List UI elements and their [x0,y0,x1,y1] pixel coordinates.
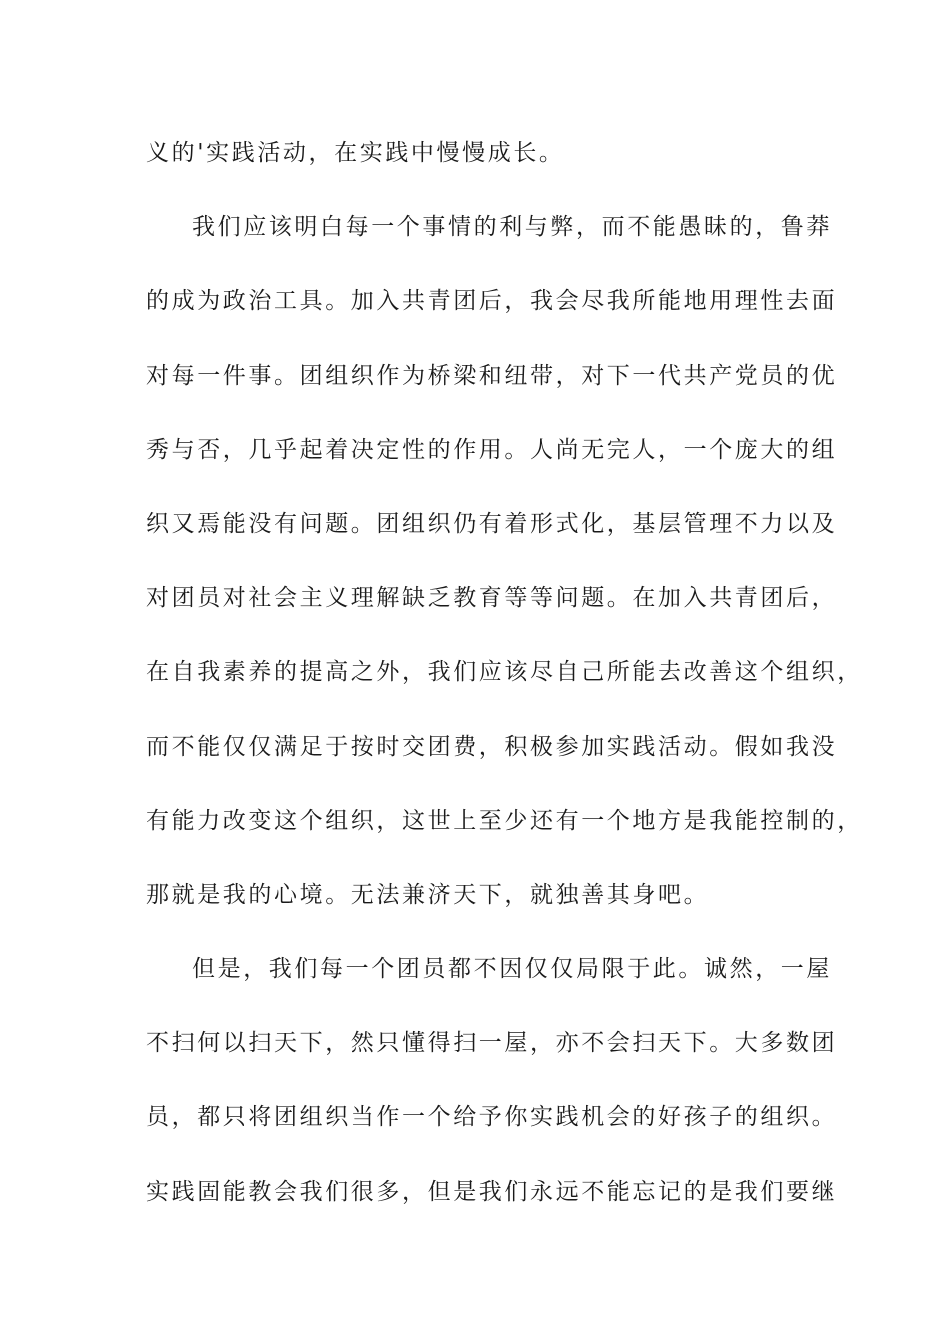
text-line: 不扫何以扫天下，然只懂得扫一屋，亦不会扫天下。大多数团 [146,1030,838,1057]
text-line: 义的'实践活动，在实践中慢慢成长。 [146,140,565,166]
text-line: 员，都只将团组织当作一个给予你实践机会的好孩子的组织。 [146,1104,838,1131]
text-line: 而不能仅仅满足于按时交团费，积极参加实践活动。假如我没 [146,733,838,760]
paragraph-start-line: 我们应该明白每一个事情的利与弊，而不能愚昧的，鲁莽 [192,214,832,241]
text-line: 实践固能教会我们很多，但是我们永远不能忘记的是我们要继 [146,1178,838,1205]
body-text [146,126,863,1239]
text-line: 织又焉能没有问题。团组织仍有着形式化，基层管理不力以及 [146,510,838,537]
text-line: 对团员对社会主义理解缺乏教育等等问题。在加入共青团后， [146,585,838,612]
text-line: 在自我素养的提高之外，我们应该尽自己所能去改善这个组织， [146,659,863,686]
paragraph-start-line: 但是，我们每一个团员都不因仅仅局限于此。诚然，一屋 [192,956,832,983]
text-line: 有能力改变这个组织，这世上至少还有一个地方是我能控制的， [146,807,863,834]
text-line: 那就是我的心境。无法兼济天下，就独善其身吧。 [146,881,710,908]
text-line: 秀与否，几乎起着决定性的作用。人尚无完人，一个庞大的组 [146,436,838,463]
text-line: 的成为政治工具。加入共青团后，我会尽我所能地用理性去面 [146,288,838,315]
text-line: 对每一件事。团组织作为桥梁和纽带，对下一代共产党员的优 [146,362,838,389]
